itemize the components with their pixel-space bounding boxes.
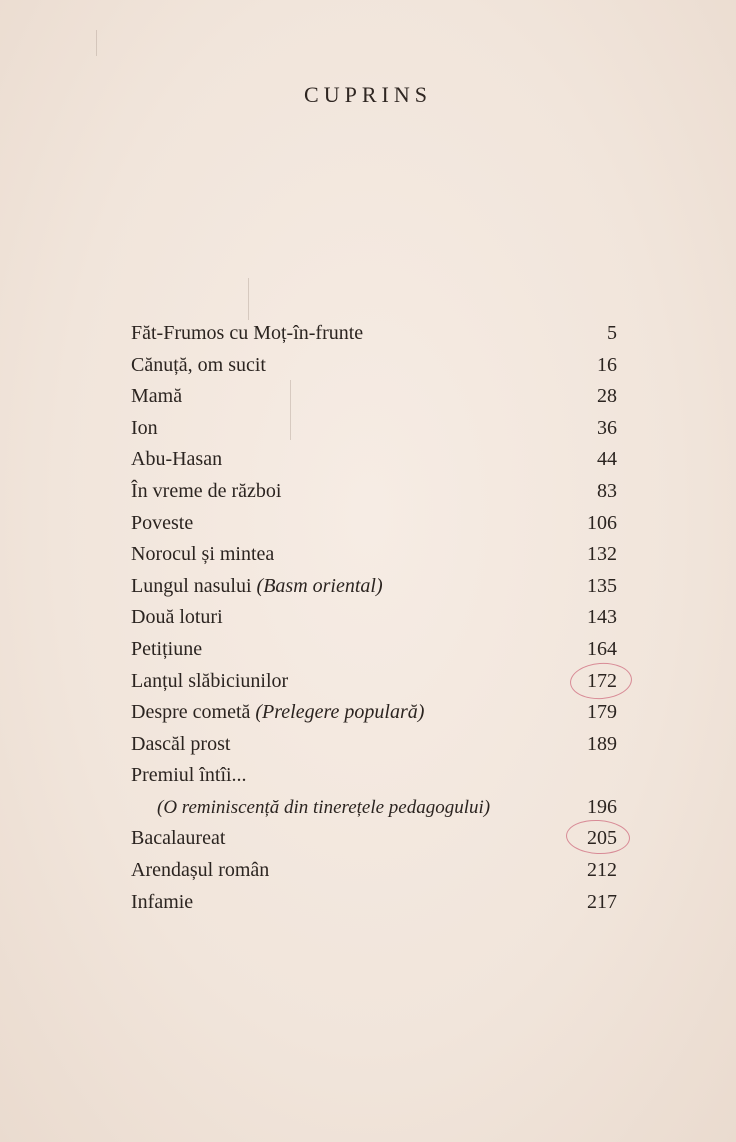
toc-entry-page: 164 (587, 637, 617, 660)
toc-entry-title: Făt-Frumos cu Moț-în-frunte (131, 322, 364, 344)
table-of-contents (131, 318, 617, 918)
toc-entry-title: Premiul întîi... (131, 764, 247, 787)
toc-entry-title: Dascăl prost (131, 732, 231, 755)
toc-entry (131, 350, 617, 382)
toc-entry-title-group (131, 571, 383, 603)
paper-scratch (290, 380, 291, 440)
toc-entry-title-group (131, 697, 424, 729)
page-title: CUPRINS (304, 82, 432, 107)
toc-entry-page: 179 (587, 701, 617, 724)
toc-entry-page: 83 (597, 479, 617, 502)
toc-entry (131, 444, 617, 476)
toc-entry-title: Două loturi (131, 606, 223, 629)
toc-entry-page: 172 (587, 669, 617, 692)
toc-entry-page: 44 (597, 448, 617, 471)
toc-entry-page: 196 (587, 795, 617, 818)
toc-entry (131, 823, 617, 855)
toc-entry-title: Cănuță, om sucit (131, 353, 266, 376)
toc-entry-title: Poveste (131, 511, 194, 534)
toc-entry (131, 602, 617, 634)
toc-entry-title: Lungul nasului (131, 574, 252, 597)
toc-entry (131, 318, 617, 350)
toc-entry-title: Bacalaureat (131, 827, 226, 850)
toc-entry-title: Infamie (131, 890, 194, 913)
toc-entry-page: 36 (597, 416, 617, 439)
toc-entry-page: 212 (587, 858, 617, 881)
toc-entry (131, 697, 617, 729)
toc-entry (131, 887, 617, 919)
toc-entry-title: Petițiune (131, 637, 203, 660)
toc-entry (131, 634, 617, 666)
toc-entry (131, 729, 617, 761)
toc-entry-title: În vreme de război (131, 479, 282, 502)
toc-entry-title: Ion (131, 416, 158, 439)
toc-entry-title: Mamă (131, 385, 183, 408)
toc-entry-page: 28 (597, 385, 617, 408)
toc-entry-title: Lanțul slăbiciunilor (131, 669, 289, 692)
toc-entry-page: 5 (607, 322, 617, 344)
toc-entry-title: Arendașul român (131, 858, 270, 881)
toc-entry-page: 16 (597, 353, 617, 376)
paper-scratch (248, 278, 249, 320)
toc-entry-page: 132 (587, 543, 617, 566)
toc-entry (131, 539, 617, 571)
paper-scratch (96, 30, 97, 56)
toc-entry-title: Abu-Hasan (131, 448, 223, 471)
toc-entry-page: 143 (587, 606, 617, 629)
toc-entry-page: 106 (587, 511, 617, 534)
toc-entry-page: 135 (587, 574, 617, 597)
toc-entry-subtitle: (O reminiscență din tinerețele pedagogului) (157, 796, 491, 818)
toc-entry-subtitle: (Prelegere populară) (255, 701, 425, 724)
toc-entry (131, 476, 617, 508)
toc-entry-title: Despre cometă (131, 701, 251, 724)
toc-entry-subtitle: (Basm oriental) (256, 574, 383, 597)
toc-entry-page: 217 (587, 890, 617, 913)
toc-entry (131, 413, 617, 445)
toc-entry (131, 666, 617, 698)
toc-entry (131, 381, 617, 413)
toc-entry-title: Norocul și mintea (131, 543, 275, 566)
toc-entry-page: 205 (587, 827, 617, 850)
toc-entry (131, 508, 617, 540)
toc-entry (131, 760, 617, 823)
toc-entry (131, 855, 617, 887)
toc-entry-page: 189 (587, 732, 617, 755)
toc-entry (131, 571, 617, 603)
